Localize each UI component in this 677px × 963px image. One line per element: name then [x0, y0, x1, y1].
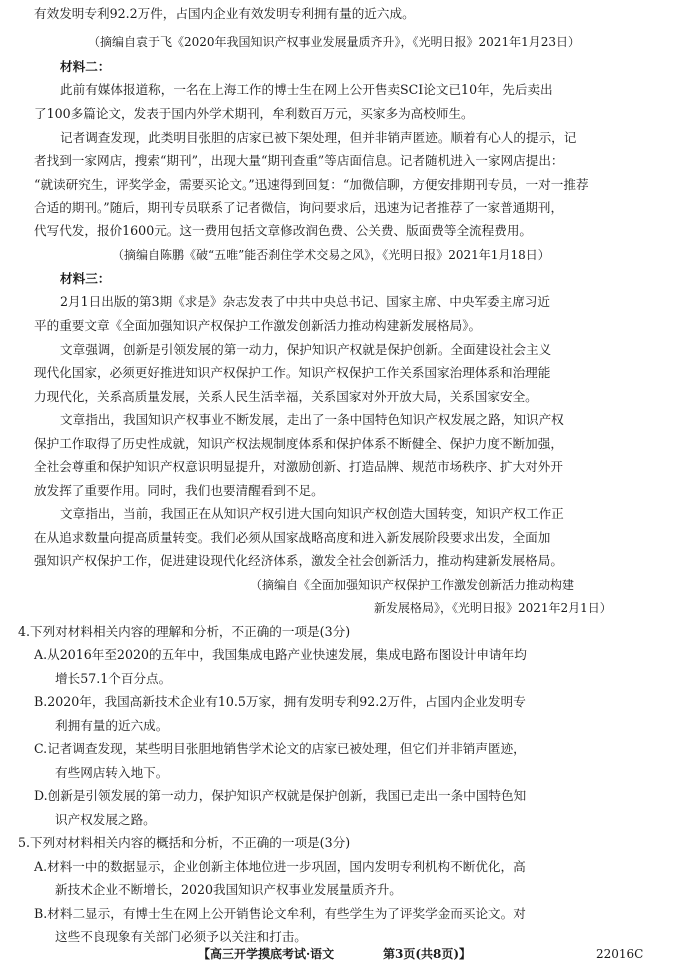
q4-option-c: C.记者调查发现，某些明目张胆地销售学术论文的店家已被处理，但它们并非销声匿迹，	[34, 741, 526, 756]
question-4-stem: 4.下列对材料相关内容的理解和分析，不正确的一项是(3分)	[18, 624, 351, 639]
material3-source: （摘编自《全面加强知识产权保护工作激发创新活力推动构建	[250, 578, 575, 592]
material1-tail: 有效发明专利92.2万件，占国内企业有效发明专利拥有量的近六成。	[34, 6, 415, 21]
material3-p2-line: 文章强调，创新是引领发展的第一动力，保护知识产权就是保护创新。全面建设社会主义	[60, 342, 552, 357]
footer-exam-title: 【高三开学摸底考试·语文	[198, 947, 335, 961]
question-5-stem: 5.下列对材料相关内容的概括和分析，不正确的一项是(3分)	[18, 835, 351, 850]
material3-p4-line: 强知识产权保护工作，促进建设现代化经济体系，激发全社会创新活力，推动构建新发展格局。	[34, 553, 563, 568]
q4-option-d: D.创新是引领发展的第一动力，保护知识产权就是保护创新，我国已走出一条中国特色知	[34, 788, 527, 803]
material2-p2-line: 者找到一家网店，搜索“期刊”，出现大量“期刊查重”等店面信息。记者随机进入一家网店提出：	[34, 153, 564, 168]
material3-p3-line: 放发挥了重要作用。同时，我们也要清醒看到不足。	[34, 483, 324, 498]
material3-p1-line: 2月1日出版的第3期《求是》杂志发表了中共中央总书记、国家主席、中央军委主席习近	[60, 294, 551, 309]
material3-p3-line: 保护工作取得了历史性成就，知识产权法规制度体系和保护体系不断健全、保护力度不断加强，	[34, 436, 563, 451]
material2-heading: 材料二：	[60, 59, 111, 74]
material2-source: （摘编自陈鹏《破“五唯”能否刹住学术交易之风》，《光明日报》2021年1月18日）	[112, 248, 550, 262]
footer-page-info: 第3页(共8页)】	[383, 947, 472, 961]
material3-p2-line: 力现代化，关系高质量发展，关系人民生活幸福，关系国家对外开放大局，关系国家安全。	[34, 389, 538, 404]
material2-p2-line: 合适的期刊。”随后，期刊专员联系了记者微信，询问要求后，迅速为记者推荐了一家普通期刊，	[34, 200, 564, 215]
material3-p3-line: 全社会尊重和保护知识产权意识明显提升，对激励创新、打造品牌、规范市场秩序、扩大对外开	[34, 459, 563, 474]
material3-p4-line: 在从追求数量向提高质量转变。我们必须从国家战略高度和进入新发展阶段要求出发，全面加	[34, 530, 551, 545]
q4-option-d: 识产权发展之路。	[55, 812, 156, 827]
q4-option-a: 增长57.1个百分点。	[55, 671, 172, 686]
material3-p4-line: 文章指出，当前，我国正在从知识产权引进大国向知识产权创造大国转变，知识产权工作正	[60, 506, 564, 521]
material3-source: 新发展格局》，《光明日报》2021年2月1日）	[374, 601, 612, 615]
q5-option-a: A.材料一中的数据显示，企业创新主体地位进一步巩固，国内发明专利机构不断优化，高	[34, 859, 526, 874]
material3-p3-line: 文章指出，我国知识产权事业不断发展，走出了一条中国特色知识产权发展之路，知识产权	[60, 412, 564, 427]
q4-option-b: 利拥有量的近六成。	[55, 718, 169, 733]
material2-p2-line: 代写代发，报价1600元。这一费用包括文章修改润色费、公关费、版面费等全流程费用。	[34, 223, 533, 238]
q5-option-b: B.材料二显示，有博士生在网上公开销售论文牟利，有些学生为了评奖学金而买论文。对	[34, 906, 526, 921]
q5-option-a: 新技术企业不断增长，2020我国知识产权事业发展量质齐升。	[55, 882, 402, 897]
q4-option-b: B.2020年，我国高新技术企业有10.5万家，拥有发明专利92.2万件，占国内企业发明专	[34, 694, 526, 709]
q5-option-b: 这些不良现象有关部门必须予以关注和打击。	[55, 929, 307, 944]
material3-p1-line: 平的重要文章《全面加强知识产权保护工作激发创新活力推动构建新发展格局》。	[34, 318, 482, 333]
q4-option-a: A.从2016年至2020的五年中，我国集成电路产业快速发展，集成电路布图设计申请年均	[34, 647, 527, 662]
material1-source: （摘编自袁于飞《2020年我国知识产权事业发展量质齐升》，《光明日报》2021年1月23日）	[88, 35, 580, 49]
material3-heading: 材料三：	[60, 271, 111, 286]
footer-code: 22016C	[596, 947, 644, 961]
material2-p1-line: 了100多篇论文，发表于国内外学术期刊，牟利数百万元，买家多为高校师生。	[34, 106, 474, 121]
material2-p2-line: 记者调查发现，此类明目张胆的店家已被下架处理，但并非销声匿迹。顺着有心人的提示，记	[60, 130, 577, 145]
material3-p2-line: 现代化国家，必须更好推进知识产权保护工作。知识产权保护工作关系国家治理体系和治理能	[34, 365, 551, 380]
q4-option-c: 有些网店转入地下。	[55, 765, 169, 780]
material2-p2-line: “就读研究生，评奖学金，需要买论文。”迅速得到回复：“加微信聊，方便安排期刊专员，一对一推荐	[34, 177, 589, 192]
material2-p1-line: 此前有媒体报道称，一名在上海工作的博士生在网上公开售卖SCI论文已10年，先后卖出	[60, 82, 553, 97]
